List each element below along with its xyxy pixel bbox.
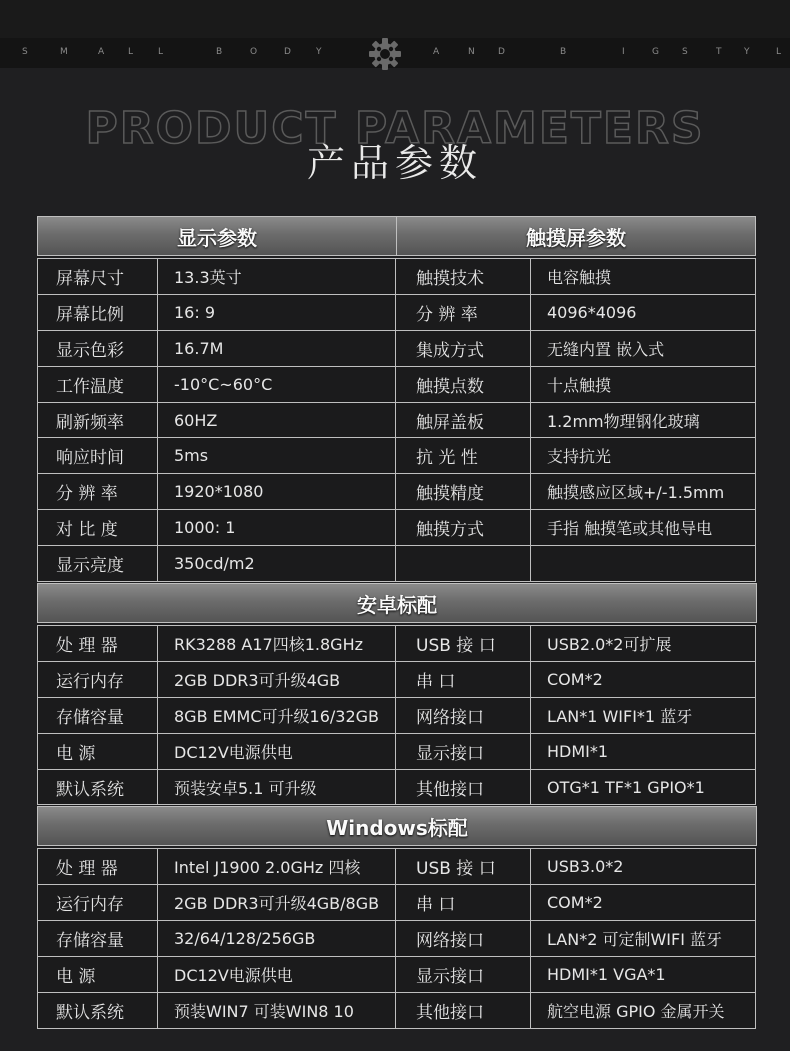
table-row [37,366,757,402]
section-header-android: 安卓标配 [37,583,757,623]
spec-value [530,545,756,582]
spec-value: 无缝内置 嵌入式 [530,330,756,367]
spec-value: 32/64/128/256GB [157,920,396,957]
table-row [37,661,757,697]
section-header-touch: 触摸屏参数 [396,216,756,256]
spec-label: 电 源 [37,956,158,993]
tagline-letter: Y [744,47,750,57]
page-title: 产品参数 [306,141,483,185]
spec-value: 350cd/m2 [157,545,396,582]
spec-value: 1.2mm物理钢化玻璃 [530,402,756,439]
spec-label: 屏幕比例 [37,294,158,331]
tagline-letter: A [433,47,440,57]
spec-label: 运行内存 [37,884,158,921]
spec-label: 串 口 [395,661,531,698]
spec-value: 手指 触摸笔或其他导电 [530,509,756,546]
spec-label [395,545,531,582]
spec-value: LAN*1 WIFI*1 蓝牙 [530,697,756,734]
spec-label: 运行内存 [37,661,158,698]
spec-value: COM*2 [530,884,756,921]
spec-label: 集成方式 [395,330,531,367]
table-row [37,848,757,884]
watermark-text: PRODUCT PARAMETERS [85,103,705,154]
spec-label: 屏幕尺寸 [37,258,158,295]
spec-label: 处 理 器 [37,848,158,885]
table-row [37,437,757,473]
spec-label: 响应时间 [37,437,158,474]
spec-value: 2GB DDR3可升级4GB/8GB [157,884,396,921]
spec-label: 显示接口 [395,733,531,770]
tagline-letter: D [284,47,291,57]
spec-value: RK3288 A17四核1.8GHz [157,625,396,662]
top-band [0,0,790,38]
spec-label: 串 口 [395,884,531,921]
android-header-row [37,581,757,625]
table-row [37,956,757,992]
tagline-letter: G [652,47,659,57]
spec-label: 存储容量 [37,697,158,734]
table-row [37,294,757,330]
table-row [37,545,757,581]
spec-value: 预装安卓5.1 可升级 [157,769,396,806]
table-row [37,920,757,956]
spec-label: 刷新频率 [37,402,158,439]
spec-value: HDMI*1 VGA*1 [530,956,756,993]
spec-value: 航空电源 GPIO 金属开关 [530,992,756,1029]
header-row [37,214,757,258]
spec-value: 13.3英寸 [157,258,396,295]
spec-label: 分 辨 率 [37,473,158,510]
spec-value: 8GB EMMC可升级16/32GB [157,697,396,734]
spec-label: 网络接口 [395,697,531,734]
tagline-letter: L [776,47,782,57]
tagline-letter: D [498,47,505,57]
spec-label: 触屏盖板 [395,402,531,439]
section-header-windows: Windows标配 [37,806,757,846]
spec-value: USB2.0*2可扩展 [530,625,756,662]
spec-value: 2GB DDR3可升级4GB [157,661,396,698]
table-row [37,625,757,661]
tagline-letter: N [468,47,475,57]
windows-header-row [37,804,757,848]
spec-value: LAN*2 可定制WIFI 蓝牙 [530,920,756,957]
table-row [37,258,757,294]
spec-value: Intel J1900 2.0GHz 四核 [157,848,396,885]
android-rows [37,625,757,804]
spec-value: 电容触摸 [530,258,756,295]
gear-logo-icon [367,36,403,72]
spec-value: COM*2 [530,661,756,698]
spec-label: 对 比 度 [37,509,158,546]
display-touch-rows [37,258,757,581]
spec-value: 60HZ [157,402,396,439]
spec-label: 显示接口 [395,956,531,993]
spec-value: DC12V电源供电 [157,733,396,770]
spec-value: 5ms [157,437,396,474]
tagline-letter: O [250,47,258,57]
table-row [37,992,757,1028]
spec-label: 触摸方式 [395,509,531,546]
table-row [37,884,757,920]
spec-label: 分 辨 率 [395,294,531,331]
table-row [37,769,757,805]
spec-label: 存储容量 [37,920,158,957]
spec-label: 触摸点数 [395,366,531,403]
spec-label: 触摸精度 [395,473,531,510]
table-row [37,473,757,509]
spec-value: USB3.0*2 [530,848,756,885]
spec-label: 抗 光 性 [395,437,531,474]
tagline-letter: Y [316,47,322,57]
spec-value: 触摸感应区域+/-1.5mm [530,473,756,510]
spec-label: 其他接口 [395,769,531,806]
spec-label: 其他接口 [395,992,531,1029]
spec-label: 默认系统 [37,769,158,806]
spec-value: 预装WIN7 可装WIN8 10 [157,992,396,1029]
tagline-letter: L [128,47,134,57]
spec-label: 显示亮度 [37,545,158,582]
spec-value: DC12V电源供电 [157,956,396,993]
spec-value: 支持抗光 [530,437,756,474]
spec-value: OTG*1 TF*1 GPIO*1 [530,769,756,806]
tagline-letter: T [716,47,722,57]
table-row [37,402,757,438]
spec-value: HDMI*1 [530,733,756,770]
table-row [37,733,757,769]
spec-value: 16.7M [157,330,396,367]
spec-label: 电 源 [37,733,158,770]
spec-label: 处 理 器 [37,625,158,662]
tagline-letter: B [216,47,223,57]
spec-value: 4096*4096 [530,294,756,331]
table-row [37,509,757,545]
spec-value: 1000: 1 [157,509,396,546]
spec-label: 网络接口 [395,920,531,957]
table-row [37,330,757,366]
tagline-letter: S [22,47,28,57]
windows-rows [37,848,757,1027]
spec-label: USB 接 口 [395,625,531,662]
tagline-letter: B [560,47,567,57]
tagline-letter: I [622,47,625,57]
spec-label: 显示色彩 [37,330,158,367]
spec-label: 默认系统 [37,992,158,1029]
section-header-display: 显示参数 [37,216,397,256]
spec-value: -10°C~60°C [157,366,396,403]
spec-value: 十点触摸 [530,366,756,403]
spec-value: 16: 9 [157,294,396,331]
spec-label: 触摸技术 [395,258,531,295]
spec-table [37,214,757,1028]
tagline-letter: L [158,47,164,57]
spec-label: 工作温度 [37,366,158,403]
table-row [37,697,757,733]
spec-label: USB 接 口 [395,848,531,885]
tagline-letter: S [682,47,688,57]
spec-value: 1920*1080 [157,473,396,510]
tagline-letter: A [98,47,105,57]
tagline-letter: M [60,47,68,57]
